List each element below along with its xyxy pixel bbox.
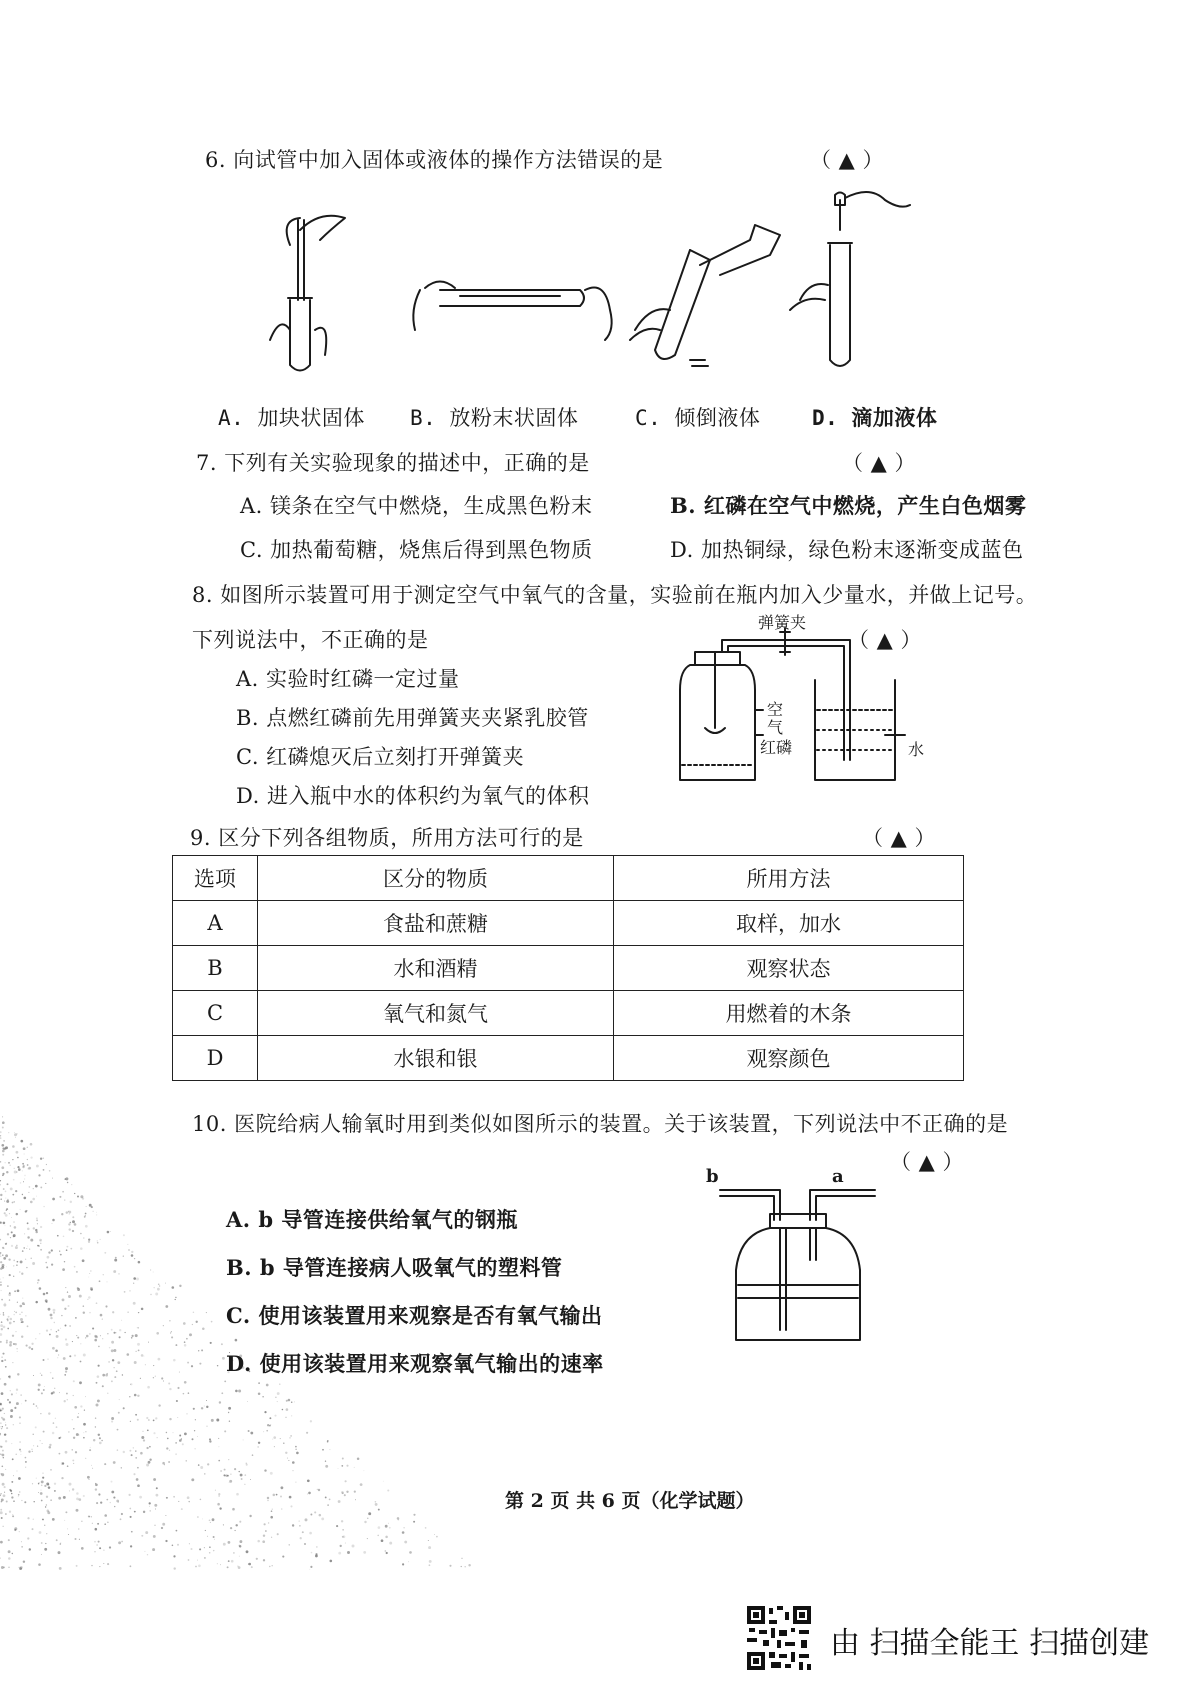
q7-stem: 7. 下列有关实验现象的描述中，正确的是 bbox=[196, 451, 590, 475]
figure-c-pour-liquid bbox=[630, 225, 780, 366]
table-header-cell: 选项 bbox=[173, 856, 258, 901]
q8-option-d: D. 进入瓶中水的体积约为氧气的体积 bbox=[236, 784, 590, 808]
table-cell: 水银和银 bbox=[258, 1036, 614, 1081]
q8-option-c: C. 红磷熄灭后立刻打开弹簧夹 bbox=[236, 745, 525, 769]
q8-stem: 8. 如图所示装置可用于测定空气中氧气的含量，实验前在瓶内加入少量水，并做上记号。 bbox=[192, 583, 1038, 607]
figure-b-powder-solid bbox=[413, 282, 611, 341]
q8-label-air-1: 空 bbox=[767, 700, 784, 719]
page-footer: 第 2 页 共 6 页（化学试题） bbox=[505, 1490, 755, 1512]
q8-option-b: B. 点燃红磷前先用弹簧夹夹紧乳胶管 bbox=[236, 706, 589, 730]
table-row bbox=[173, 1036, 964, 1081]
q10-label-b: b bbox=[706, 1166, 719, 1187]
q8-label-air-2: 气 bbox=[767, 718, 784, 737]
table-cell: B bbox=[173, 946, 258, 991]
q6-option-a: A. 加块状固体 bbox=[218, 406, 365, 430]
q8-option-a: A. 实验时红磷一定过量 bbox=[236, 667, 460, 691]
q9-answer-bracket: （ ▲ ） bbox=[862, 826, 937, 850]
table-cell: C bbox=[173, 991, 258, 1036]
q7-answer-bracket: （ ▲ ） bbox=[842, 451, 917, 475]
table-cell: A bbox=[173, 901, 258, 946]
q9-stem: 9. 区分下列各组物质，所用方法可行的是 bbox=[190, 826, 584, 850]
scan-noise bbox=[0, 1100, 500, 1570]
table-header-row bbox=[173, 856, 964, 901]
table-row bbox=[173, 946, 964, 991]
q6-option-c: C. 倾倒液体 bbox=[635, 406, 761, 430]
q8-stem-2: 下列说法中，不正确的是 bbox=[192, 628, 429, 652]
q6-answer-bracket: （ ▲ ） bbox=[810, 148, 885, 172]
q10-gas-washing-bottle-figure bbox=[700, 1170, 900, 1350]
q6-figures bbox=[230, 190, 950, 390]
q8-label-phosphorus: 红磷 bbox=[760, 738, 793, 757]
q7-option-b: B. 红磷在空气中燃烧，产生白色烟雾 bbox=[670, 493, 1027, 518]
q8-label-water: 水 bbox=[908, 740, 925, 759]
table-cell: 水和酒精 bbox=[258, 946, 614, 991]
table-cell: 观察颜色 bbox=[614, 1036, 964, 1081]
table-cell: 用燃着的木条 bbox=[614, 991, 964, 1036]
watermark-text: 由 扫描全能王 扫描创建 bbox=[830, 1626, 1150, 1661]
q10-stem: 10. 医院给病人输氧时用到类似如图所示的装置。关于该装置，下列说法中不正确的是 bbox=[192, 1112, 1009, 1136]
table-cell: 氧气和氮气 bbox=[258, 991, 614, 1036]
table-cell: 取样，加水 bbox=[614, 901, 964, 946]
q7-option-a: A. 镁条在空气中燃烧，生成黑色粉末 bbox=[240, 494, 593, 518]
table-row bbox=[173, 901, 964, 946]
table-header-cell: 区分的物质 bbox=[258, 856, 614, 901]
q7-option-c: C. 加热葡萄糖，烧焦后得到黑色物质 bbox=[240, 538, 593, 562]
q8-answer-bracket: （ ▲ ） bbox=[848, 628, 923, 652]
figure-d-drop-liquid bbox=[790, 192, 910, 366]
table-cell: D bbox=[173, 1036, 258, 1081]
q7-option-d: D. 加热铜绿，绿色粉末逐渐变成蓝色 bbox=[670, 538, 1024, 562]
table-cell: 食盐和蔗糖 bbox=[258, 901, 614, 946]
figure-a-block-solid bbox=[270, 216, 345, 371]
q10-option-c: C. 使用该装置用来观察是否有氧气输出 bbox=[226, 1303, 603, 1328]
q10-option-b: B. b 导管连接病人吸氧气的塑料管 bbox=[226, 1255, 563, 1280]
q10-option-d: D. 使用该装置用来观察氧气输出的速率 bbox=[226, 1351, 604, 1376]
q6-stem: 6. 向试管中加入固体或液体的操作方法错误的是 bbox=[205, 148, 664, 172]
q8-apparatus-figure bbox=[670, 610, 930, 790]
q10-option-a: A. b 导管连接供给氧气的钢瓶 bbox=[226, 1207, 518, 1232]
q9-table bbox=[172, 855, 964, 1081]
q6-option-b: B. 放粉末状固体 bbox=[410, 406, 579, 430]
q6-option-d: D. 滴加液体 bbox=[812, 406, 938, 430]
qr-code-icon bbox=[745, 1604, 813, 1672]
table-header-cell: 所用方法 bbox=[614, 856, 964, 901]
q10-answer-bracket: （ ▲ ） bbox=[890, 1150, 965, 1174]
q10-label-a: a bbox=[832, 1166, 844, 1187]
table-row bbox=[173, 991, 964, 1036]
q8-label-clip: 弹簧夹 bbox=[758, 613, 807, 632]
table-cell: 观察状态 bbox=[614, 946, 964, 991]
